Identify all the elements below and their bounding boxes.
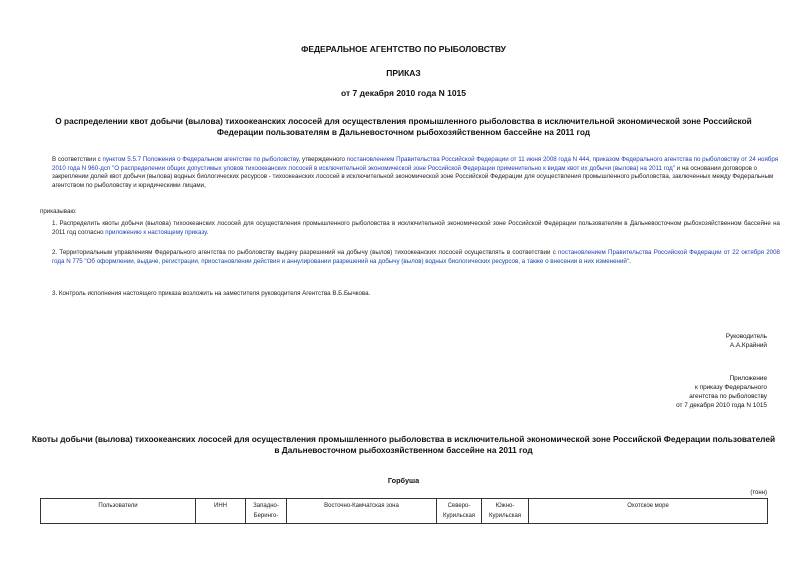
column-header: Пользователи (41, 499, 196, 524)
link-regulation-clause[interactable]: пунктом 5.5.7 Положения о Федеральном агентстве по рыболовству (102, 156, 299, 163)
appendix-ref-line-3: агентства по рыболовству (689, 393, 767, 400)
link-appendix[interactable]: приложению к настоящему приказу (105, 228, 207, 236)
link-government-decree-775[interactable]: постановлением Правительства Российской Федерации от 22 октября 2008 года N 775 "Об оформлении, выдаче, регистрации, приостановлении действия и аннулировании разрешений на добычу (вылов) водных биологических ресурсов, а также о внесении в них изменений" (52, 249, 781, 265)
unit-label: (тонн) (750, 490, 767, 496)
preamble-text-c: , (589, 156, 593, 163)
quota-table (40, 498, 768, 524)
document-date: от 7 декабря 2010 года N 1015 (340, 88, 467, 98)
column-header: Восточно-Камчатская зона (287, 499, 437, 524)
species-heading: Горбуша (387, 476, 420, 485)
preamble-text-d: и на основании договоров о закреплении долей квот добычи (вылова) водных биологических ресурсов - тихоокеанских лососей в исключительной экономической зоне Российской Федерации для осуществления промышленного рыболовства, заключенных между Федеральным агентством по рыболовству и юридическими лицами, (52, 164, 774, 189)
document-type: ПРИКАЗ (386, 68, 421, 78)
column-header: Охотское море (529, 499, 768, 524)
preamble-text-b: , утвержденного (298, 156, 347, 163)
document-title: О распределении квот добычи (вылова) тихоокеанских лососей для осуществления промышленного рыболовства в исключительной экономической зоне Российской Федерации пользователям в Дальневосточном рыбохозяйственном бассейне на 2011 год (55, 116, 752, 137)
clause-1 (40, 220, 780, 237)
annex-title: Квоты добычи (вылова) тихоокеанских лососей для осуществления промышленного рыболовства в исключительной экономической зоне Российской Федерации пользователей в Дальневосточном рыбохозяйственном бассейне на 2011 год (31, 434, 776, 455)
clause-2-text: 2. Территориальным управлениям Федерального агентства по рыболовству выдачу разрешений на добычу (вылов) тихоокеанских лососей осуществлять в соответствии с (52, 249, 559, 256)
column-header: Западно-Беринго- (246, 499, 287, 524)
clause-1-end: . (206, 228, 209, 236)
signatory-role: Руководитель (725, 333, 767, 340)
column-header: Южно-Курильская (482, 499, 529, 524)
signatory-name: А.А.Крайний (729, 342, 767, 349)
clause-3: 3. Контроль исполнения настоящего приказа возложить на заместителя руководителя Агентства В.Б.Бычкова. (52, 290, 371, 297)
clause-2-end: . (629, 257, 631, 265)
link-government-decree-444[interactable]: постановлением Правительства Российской Федерации от 11 июня 2008 года N 444 (346, 156, 590, 163)
agency-name: ФЕДЕРАЛЬНОЕ АГЕНТСТВО ПО РЫБОЛОВСТВУ (301, 44, 506, 54)
column-header: ИНН (196, 499, 246, 524)
preamble-text-a: В соответствии с (52, 156, 103, 163)
appendix-ref-line-1: Приложение (729, 375, 767, 382)
clause-2 (40, 249, 780, 266)
appendix-reference (676, 374, 767, 410)
preamble-paragraph (40, 156, 782, 190)
appendix-ref-line-4: от 7 декабря 2010 года N 1015 (676, 402, 767, 409)
prikazyvayu-label: приказываю: (40, 208, 77, 215)
clause-1-text: 1. Распределить квоты добычи (вылова) тихоокеанских лососей для осуществления промышленного рыболовства в исключительной экономической зоне Российской Федерации пользователям в Дальневосточном рыбохозяйственном бассейне на 2011 год согласно (52, 220, 780, 236)
column-header: Северо-Курильская (437, 499, 482, 524)
table-header-row (41, 499, 768, 524)
signature-block (726, 332, 767, 350)
appendix-ref-line-2: к приказу Федерального (695, 384, 767, 391)
link-order-960[interactable]: приказом Федерального агентства по рыболовству от 24 ноября 2010 года N 960-дсп "О распределении общих допустимых уловов тихоокеанских лососей в исключительной экономической зоне Российской Федерации применительно к видам квот их добычи (вылова) на 2011 год" (52, 156, 779, 172)
